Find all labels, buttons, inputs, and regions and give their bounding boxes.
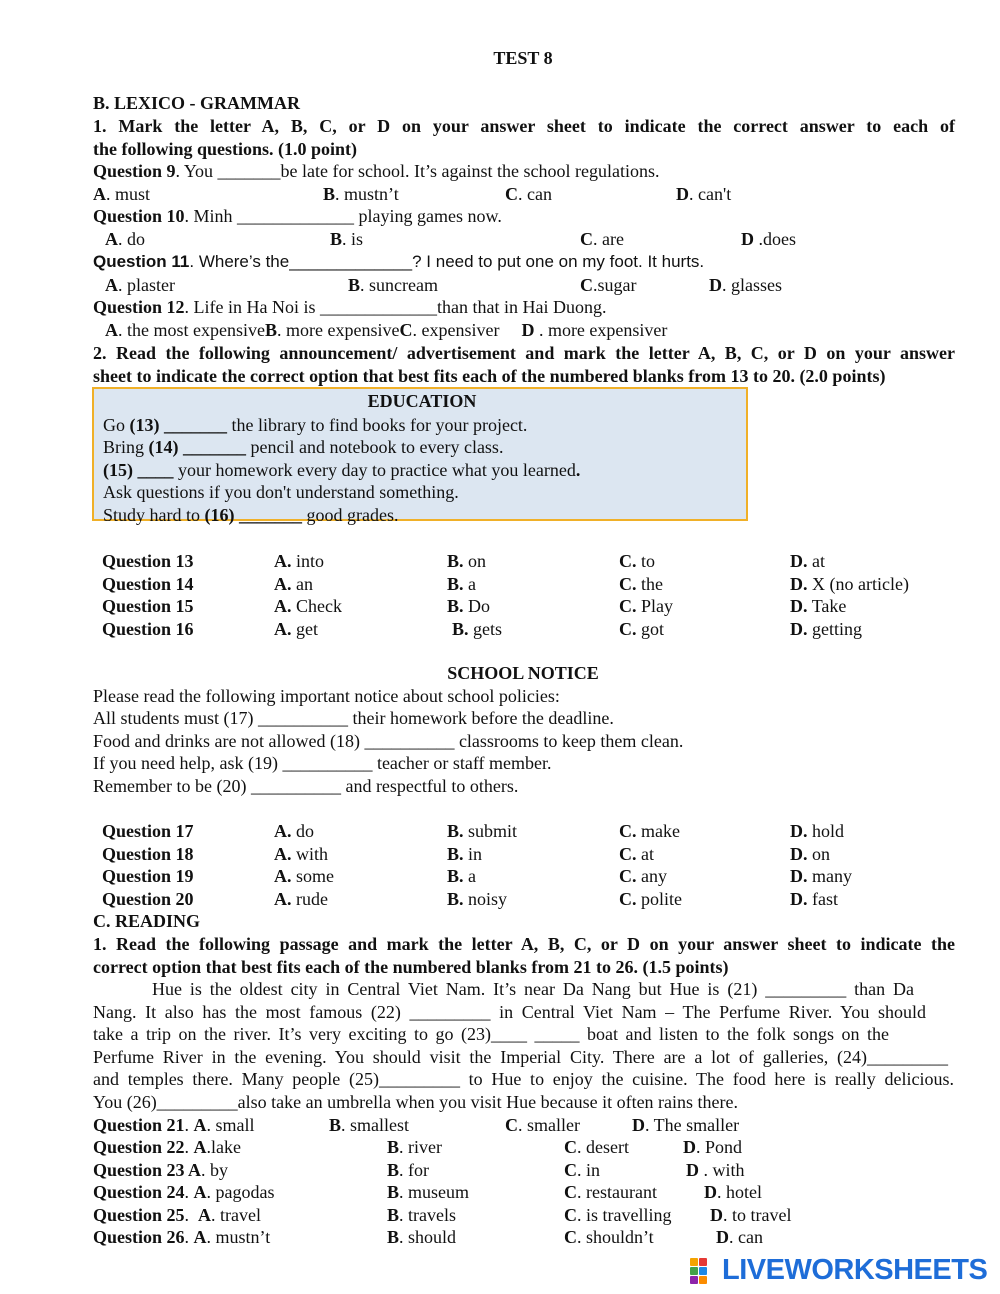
q15-option-d[interactable]: D. Take [790,596,847,616]
instruction-part1-line2: the following questions. (1.0 point) [93,139,358,159]
q25-option-b[interactable]: B. travels [387,1205,456,1225]
liveworksheets-logo-icon [690,1256,718,1284]
q25-option-a[interactable]: Question 25. A. travel [93,1205,261,1225]
q17-option-c[interactable]: C. make [619,821,680,841]
q9-option-a[interactable]: A. must [93,184,151,204]
question-10: Question 10. Minh _____________ playing games now. [93,206,502,226]
question-12: Question 12. Life in Ha Noi is _____________than that in Hai Duong. [93,297,607,317]
reading-instruction-line1: 1. Read the following passage and mark the letter A, B, C, or D on your answer sheet to indicate the [93,934,955,954]
q23-option-c[interactable]: C. in [564,1160,601,1180]
q24-option-c[interactable]: C. restaurant [564,1182,657,1202]
q14-option-a[interactable]: A. an [274,574,313,594]
q19-option-b[interactable]: B. a [447,866,477,886]
q20-option-a[interactable]: A. rude [274,889,328,909]
q13-option-c[interactable]: C. to [619,551,656,571]
q19-option-d[interactable]: D. many [790,866,852,886]
notice-line-20: Remember to be (20) __________ and respectful to others. [93,776,519,796]
q21-option-c[interactable]: C. smaller [505,1115,580,1135]
q9-option-b[interactable]: B. mustn’t [323,184,399,204]
q20-label: Question 20 [102,889,194,909]
q9-option-d[interactable]: D. can't [676,184,732,204]
passage-line-1: Hue is the oldest city in Central Viet Nam. It’s near Da Nang but Hue is (21) _________ than Da [152,979,914,999]
passage-line-4: Perfume River in the evening. You should visit the Imperial City. There are a lot of galleries, (24)_________ [93,1047,948,1067]
q17-option-b[interactable]: B. submit [447,821,518,841]
q13-option-d[interactable]: D. at [790,551,825,571]
q22-option-c[interactable]: C. desert [564,1137,629,1157]
q13-option-a[interactable]: A. into [274,551,325,571]
question-11: Question 11. Where’s the_____________? I need to put one on my foot. It hurts. [93,252,705,271]
q12-option-c[interactable]: C. expensiver [399,320,500,340]
instruction-part2-line2: sheet to indicate the correct option that best fits each of the numbered blanks from 13 to 20. (2.0 points) [93,366,886,386]
notice-line-17: All students must (17) __________ their homework before the deadline. [93,708,614,728]
education-announcement-box [92,387,748,525]
q18-label: Question 18 [102,844,194,864]
q11-option-a[interactable]: A. plaster [105,275,175,295]
q14-label: Question 14 [102,574,194,594]
q26-option-b[interactable]: B. should [387,1227,457,1247]
q11-option-c[interactable]: C.sugar [580,275,637,295]
section-heading-reading: C. READING [93,911,201,931]
q26-option-a[interactable]: Question 26. A. mustn’t [93,1227,271,1247]
q23-option-b[interactable]: B. for [387,1160,430,1180]
q17-option-a[interactable]: A. do [274,821,314,841]
q14-option-d[interactable]: D. X (no article) [790,574,909,594]
q19-label: Question 19 [102,866,194,886]
q22-option-d[interactable]: D. Pond [683,1137,743,1157]
q21-option-b[interactable]: B. smallest [329,1115,410,1135]
q19-option-c[interactable]: C. any [619,866,667,886]
q9-option-c[interactable]: C. can [505,184,552,204]
passage-line-3: take a trip on the river. It’s very exciting to go (23)____ _____ boat and listen to the folk songs on the [93,1024,889,1044]
q12-option-b[interactable]: B. more expensive [264,320,400,340]
q21-option-a[interactable]: Question 21. A. small [93,1115,255,1135]
education-line-15: (15) ____ your homework every day to practice what you learned. [103,460,581,480]
q16-option-b[interactable]: B. gets [452,619,503,639]
q18-option-d[interactable]: D. on [790,844,830,864]
q15-label: Question 15 [102,596,194,616]
q18-option-c[interactable]: C. at [619,844,654,864]
q12-options [105,319,667,341]
q24-option-a[interactable]: Question 24. A. pagodas [93,1182,275,1202]
q20-option-c[interactable]: C. polite [619,889,682,909]
q16-option-d[interactable]: D. getting [790,619,862,639]
instruction-part2-line1: 2. Read the following announcement/ advertisement and mark the letter A, B, C, or D on your answer [93,343,955,363]
q12-option-a[interactable]: A. the most expensive [105,320,265,340]
q25-option-d[interactable]: D. to travel [710,1205,792,1225]
q26-option-c[interactable]: C. shouldn’t [564,1227,654,1247]
education-line-16: Study hard to (16) _______ good grades. [103,505,399,525]
q23-option-d[interactable]: D . with [686,1160,745,1180]
section-heading-lexico: B. LEXICO - GRAMMAR [93,93,300,113]
q17-option-d[interactable]: D. hold [790,821,845,841]
q11-option-d[interactable]: D. glasses [709,275,782,295]
notice-line-intro: Please read the following important notice about school policies: [93,686,560,706]
q15-option-c[interactable]: C. Play [619,596,674,616]
notice-line-19: If you need help, ask (19) __________ teacher or staff member. [93,753,552,773]
q26-option-d[interactable]: D. can [716,1227,763,1247]
q20-option-b[interactable]: B. noisy [447,889,508,909]
q13-label: Question 13 [102,551,194,571]
q23-option-a[interactable]: Question 23 A. by [93,1160,229,1180]
liveworksheets-logo-text: LIVEWORKSHEETS [722,1253,988,1286]
q14-option-b[interactable]: B. a [447,574,477,594]
q18-option-a[interactable]: A. with [274,844,329,864]
education-title: EDUCATION [367,391,477,411]
q18-option-b[interactable]: B. in [447,844,483,864]
q10-option-a[interactable]: A. do [105,229,145,249]
notice-line-18: Food and drinks are not allowed (18) __________ classrooms to keep them clean. [93,731,684,751]
q11-option-b[interactable]: B. suncream [348,275,438,295]
q17-label: Question 17 [102,821,194,841]
q21-option-d[interactable]: D. The smaller [632,1115,740,1135]
education-line-ask: Ask questions if you don't understand something. [103,482,459,502]
education-line-13: Go (13) _______ the library to find books for your project. [103,415,528,435]
instruction-part1-line1: 1. Mark the letter A, B, C, or D on your answer sheet to indicate the correct answer to each of [93,116,955,136]
q19-option-a[interactable]: A. some [274,866,334,886]
passage-line-5: and temples there. Many people (25)_________ to Hue to enjoy the cuisine. The food here is really delicious. [93,1069,954,1089]
q10-option-d[interactable]: D .does [741,229,796,249]
q10-option-b[interactable]: B. is [330,229,364,249]
q15-option-b[interactable]: B. Do [447,596,491,616]
q10-option-c[interactable]: C. are [580,229,624,249]
passage-line-2: Nang. It also has the most famous (22) _________ in Central Viet Nam – The Perfume River. You should [93,1002,926,1022]
q14-option-c[interactable]: C. the [619,574,663,594]
reading-instruction-line2: correct option that best fits each of the numbered blanks from 21 to 26. (1.5 points) [93,957,729,977]
q12-option-d[interactable]: D . more expensiver [521,320,668,340]
q16-option-a[interactable]: A. get [274,619,318,639]
passage-line-6: You (26)_________also take an umbrella when you visit Hue because it often rains there. [93,1092,739,1112]
q15-option-a[interactable]: A. Check [274,596,342,616]
q22-option-a[interactable]: Question 22. A.lake [93,1137,241,1157]
page-title: TEST 8 [493,48,553,68]
liveworksheets-logo [690,1252,987,1288]
q16-label: Question 16 [102,619,194,639]
education-line-14: Bring (14) _______ pencil and notebook to every class. [103,437,504,457]
q25-option-c[interactable]: C. is travelling [564,1205,672,1225]
q20-option-d[interactable]: D. fast [790,889,838,909]
q24-option-b[interactable]: B. museum [387,1182,470,1202]
q13-option-b[interactable]: B. on [447,551,487,571]
q16-option-c[interactable]: C. got [619,619,665,639]
question-9: Question 9. You _______be late for school. It’s against the school regulations. [93,161,660,181]
school-notice-title: SCHOOL NOTICE [447,663,599,683]
q24-option-d[interactable]: D. hotel [704,1182,762,1202]
q22-option-b[interactable]: B. river [387,1137,442,1157]
